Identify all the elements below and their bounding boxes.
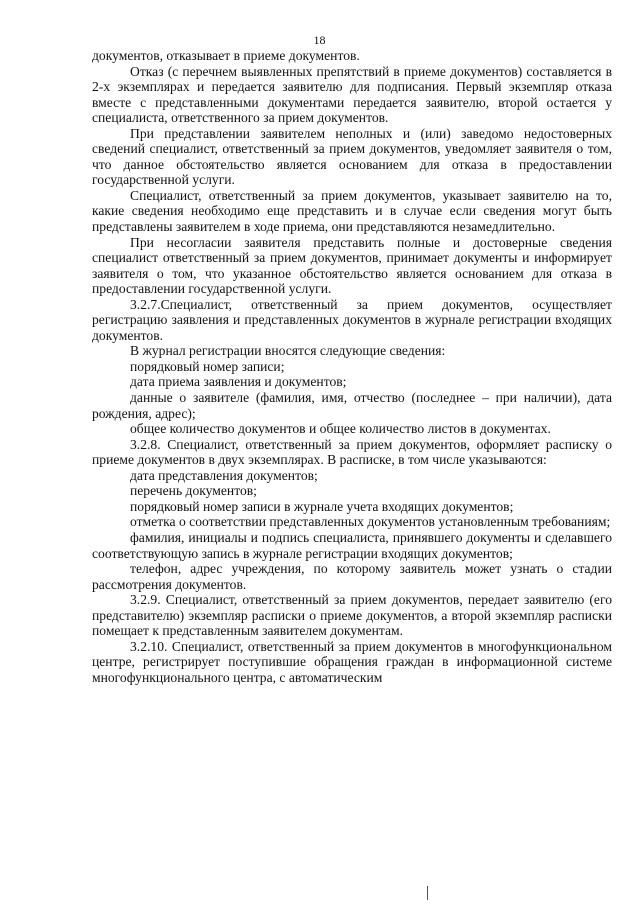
paragraph: 3.2.8. Специалист, ответственный за прием документов, оформляет расписку о приеме документов в двух экземплярах. В расписке, в том числе указываются: <box>92 436 612 468</box>
paragraph: Отказ (с перечнем выявленных препятствий в приеме документов) составляется в 2-х экземплярах и передается заявителю для подписания. Первый экземпляр отказа вместе с представленными документами передается заявителю, второй остается у специалиста, ответственного за прием документов. <box>92 63 612 126</box>
paragraph: документов, отказывает в приеме документов. <box>92 48 360 63</box>
paragraph: общее количество документов и общее количество листов в документах. <box>130 421 551 437</box>
paragraph: 3.2.9. Специалист, ответственный за прием документов, передает заявителю (его представителю) экземпляр расписки о приеме документов, а второй экземпляр расписки помещает к представленным заявителем документам. <box>92 592 612 639</box>
paragraph: Специалист, ответственный за прием документов, указывает заявителю на то, какие сведения необходимо еще представить и в случае если сведения могут быть представлены заявителем в ходе приема, они представляются незамедлительно. <box>92 187 612 235</box>
paragraph: В журнал регистрации вносятся следующие сведения: <box>130 343 446 359</box>
page-number: 18 <box>313 33 326 47</box>
paragraph: дата представления документов; <box>130 467 318 483</box>
paragraph: перечень документов; <box>130 483 257 499</box>
paragraph: При несогласии заявителя представить полные и достоверные сведения специалист ответственный за прием документов, принимает документы и информирует заявителя о том, что указанное обстоятельство является основанием для отказа в предоставлении государственной услуги. <box>92 234 612 297</box>
paragraph: данные о заявителе (фамилия, имя, отчество (последнее – при наличии), дата рождения, адрес); <box>92 390 612 421</box>
scan-mark <box>427 886 428 900</box>
paragraph: порядковый номер записи; <box>130 358 285 374</box>
paragraph: отметка о соответствии представленных документов установленным требованиям; <box>130 514 611 530</box>
paragraph: фамилия, инициалы и подпись специалиста, принявшего документы и сделавшего соответствующую запись в журнале регистрации входящих документов; <box>92 529 612 561</box>
paragraph: 3.2.10. Специалист, ответственный за прием документов в многофункциональном центре, регистрирует поступившие обращения граждан в информационной системе многофункционального центра, с автоматическим <box>92 638 612 685</box>
paragraph: телефон, адрес учреждения, по которому заявитель может узнать о стадии рассмотрения документов. <box>92 561 612 592</box>
paragraph: При представлении заявителем неполных и (или) заведомо недостоверных сведений специалист, ответственный за прием документов, уведомляет заявителя о том, что данное обстоятельство является основанием для отказа в предоставлении государственной услуги. <box>92 125 612 188</box>
paragraph: дата приема заявления и документов; <box>130 374 347 390</box>
paragraph: 3.2.7.Специалист, ответственный за прием документов, осуществляет регистрацию заявления и представленных документов в журнале регистрации входящих документов. <box>92 296 612 343</box>
paragraph: порядковый номер записи в журнале учета входящих документов; <box>130 498 514 514</box>
document-body <box>92 48 612 685</box>
